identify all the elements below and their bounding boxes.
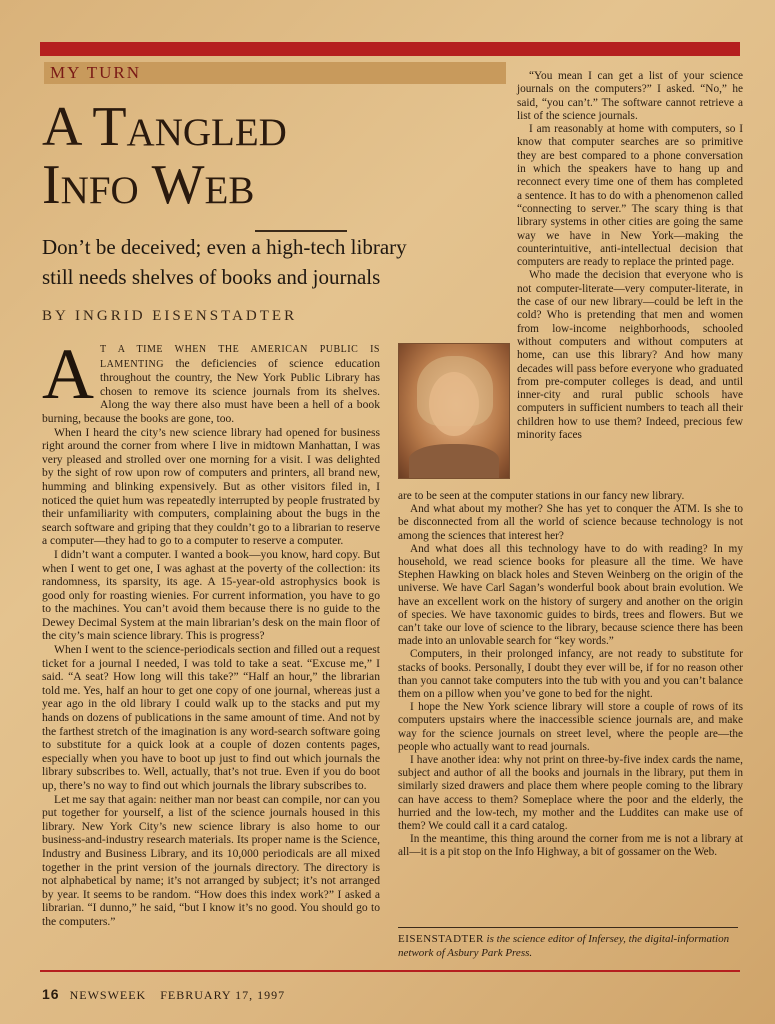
- paragraph: When I heard the city’s new science library had opened for business right around the corner from where I live in midtown Manhattan, I was very pleased and strolled over one morning for a visit. I was delighted by the sight of row upon row of computers and printers, all brand new, humming and blinking expensively. But as other visitors filed in, I noticed the quiet hum was repeatedly interrupted by people frustrated by their unfamiliarity with computers, complaining about the bugs in the search software and griping that they couldn’t go to a librarian to reserve a computer—they had to go to a computer to reserve a computer.: [42, 425, 380, 548]
- signature-name: EISENSTADTER: [398, 933, 484, 945]
- paragraph: When I went to the science-periodicals section and filled out a request ticket for a journal I needed, I was told to take a seat. “Excuse me,” I said. “A seat? How long will this take?” “Half an hour,” the librarian told me. Yes, half an hour to get one copy of one journal, whereas just a year ago in the old library I could walk up to the stacks and put my hands on dozens of publications in the same amount of time. And not by the farthest stretch of the imagination is any word-search software going to substitute for a quick look at a couple of dozen contents pages, especially when you have to boot up just to find out which journals the library subscribes to. Well, actually, that’s not true. Even if you do boot up, there’s no way to find out which journals the library subscribes to.: [42, 643, 380, 792]
- paragraph: “You mean I can get a list of your science journals on the computers?” I asked. “No,” he said, “you can’t.” The software cannot retrieve a list of the science journals.: [517, 70, 743, 122]
- paragraph: I didn’t want a computer. I wanted a book—you know, hard copy. But when I went to get one, I was aghast at the poverty of the collection: its randomness, its sparsity, its age. A 15-year-old astrophysics book is good only for roasting wienies. For current information, you have to go to the machines. You can’t avoid them because there is no guide to the Dewey Decimal System at the main librarian’s desk on the main floor of the city’s main science library. This is progress?: [42, 547, 380, 643]
- paragraph: I have another idea: why not print on three-by-five index cards the name, subject and author of all the books and journals in the library, put them in similarly sized drawers and place them where people coming to the library can have access to them? Someplace where the poor and the elderly, the hurried and the low-tech, my mother and the Luddites can make use of them? We could call it a card catalog.: [398, 754, 743, 833]
- publication-name: NEWSWEEK: [69, 988, 147, 1002]
- paragraph: I hope the New York science library will store a couple of rows of its computers upstairs where the inaccessible science journals are, and make way for the science journals on street level, where the people are—the people who actually want to read journals.: [398, 701, 743, 753]
- signature-rule: [398, 927, 738, 928]
- lead-paragraph: [42, 334, 380, 426]
- headline-line-1: A Tangled: [42, 96, 287, 158]
- photo-shoulders: [409, 444, 499, 478]
- deck-line-2: still needs shelves of books and journals: [42, 265, 381, 289]
- left-column: [42, 334, 380, 929]
- paragraph: I am reasonably at home with computers, so I know that computer searches are so primitive they are best compared to a phone conversation in which the speakers have to hang up and reconnect every time one of them has completed a sentence. It has to do with a phenomenon called “connecting to server.” The scary thing is that library systems in other cities are going the same way we have in New York—making the counterintuitive, anti-intellectual decision that computers are ready to replace the printed page.: [517, 123, 743, 269]
- top-accent-bar: [40, 42, 740, 56]
- right-column-top: [517, 70, 743, 442]
- issue-date: FEBRUARY 17, 1997: [160, 988, 286, 1002]
- paragraph: Let me say that again: neither man nor beast can compile, nor can you put together for yourself, a list of the science journals housed in this library. New York City’s new science library is also home to our business-and-industry research materials. Its proper name is the Science, Industry and Business Library, and its 10,000 periodicals are all mixed together in the print version of the journals directory. The directory is not alphabetical by name; it’s not arranged by subject; it’s not arranged by year. It seems to be random. “How does this index work?” I asked a librarian. “I dunno,” he said, “but I know it’s no good. You should go to the computers.”: [42, 792, 380, 928]
- paragraph: Computers, in their prolonged infancy, are not ready to substitute for stacks of books. Personally, I doubt they ever will be, if for no reason other than you cannot take computers into the tub with you and you can’t balance them on a pillow when you’ve gone to bed for the night.: [398, 648, 743, 701]
- paragraph-text: the deficiencies of science education throughout the country, the New York Public Library has chosen to remove its science journals from its shelves. Along the way there also must have been a hell of a book burning, because the books are gone, too.: [42, 356, 380, 425]
- signature-text: is the science editor of Infersey, the digital-information network of Asbury Park Press.: [398, 933, 730, 959]
- paragraph: In the meantime, this thing around the corner from me is not a library at all—it is a pit stop on the Info Highway, a bit of gossamer on the Web.: [398, 833, 743, 859]
- headline-line-2: Info Web: [42, 154, 255, 216]
- author-signature: [398, 932, 743, 960]
- paragraph: And what does all this technology have to do with reading? In my household, we read science books for pleasure all the time. We have Stephen Hawking on black holes and Steven Weinberg on the origin of the universe. We have Carl Sagan’s wonderful book about brain evolution. We have an excellent work on the history of surgery and another on the origin of species. We have taxonomic guides to birds, trees and flowers. But we can’t take our love of science to the library, because science there has been made into an unlovable search for “key words.”: [398, 542, 743, 648]
- photo-face: [429, 372, 479, 436]
- byline: BY INGRID EISENSTADTER: [42, 308, 298, 324]
- paragraph: And what about my mother? She has yet to conquer the ATM. Is she to be disconnected from all the world of science because technology is not among the sciences that interest her?: [398, 503, 743, 542]
- paragraph: are to be seen at the computer stations in our fancy new library.: [398, 490, 685, 502]
- paragraph: Who made the decision that everyone who is not computer-literate—very computer-literate, in the case of our new library—could be left in the cold? Who is pretending that men and women from low-income neighborhoods, schooled without computers and without computers at home, can use this library? And how many decades will pass before everyone who graduated from pre-computer colleges is dead, and until inner-city and rural public schools have computers in sufficient numbers to teach all their children how to use them? Indeed, precious few minority faces: [517, 269, 743, 442]
- page-footer: [42, 986, 285, 1003]
- drop-cap: A: [42, 334, 94, 414]
- author-photo: [398, 343, 510, 479]
- deck-line-1: Don’t be deceived; even a high-tech library: [42, 235, 407, 259]
- deck: [42, 232, 502, 292]
- page-number: 16: [42, 986, 60, 1002]
- bottom-accent-bar: [40, 970, 740, 972]
- right-column-bottom: [398, 490, 743, 860]
- section-label: MY TURN: [44, 62, 506, 84]
- headline: [42, 98, 502, 214]
- lead-in: T A TIME WHEN THE AMERICAN PUBLIC IS LAMENTING: [100, 344, 380, 370]
